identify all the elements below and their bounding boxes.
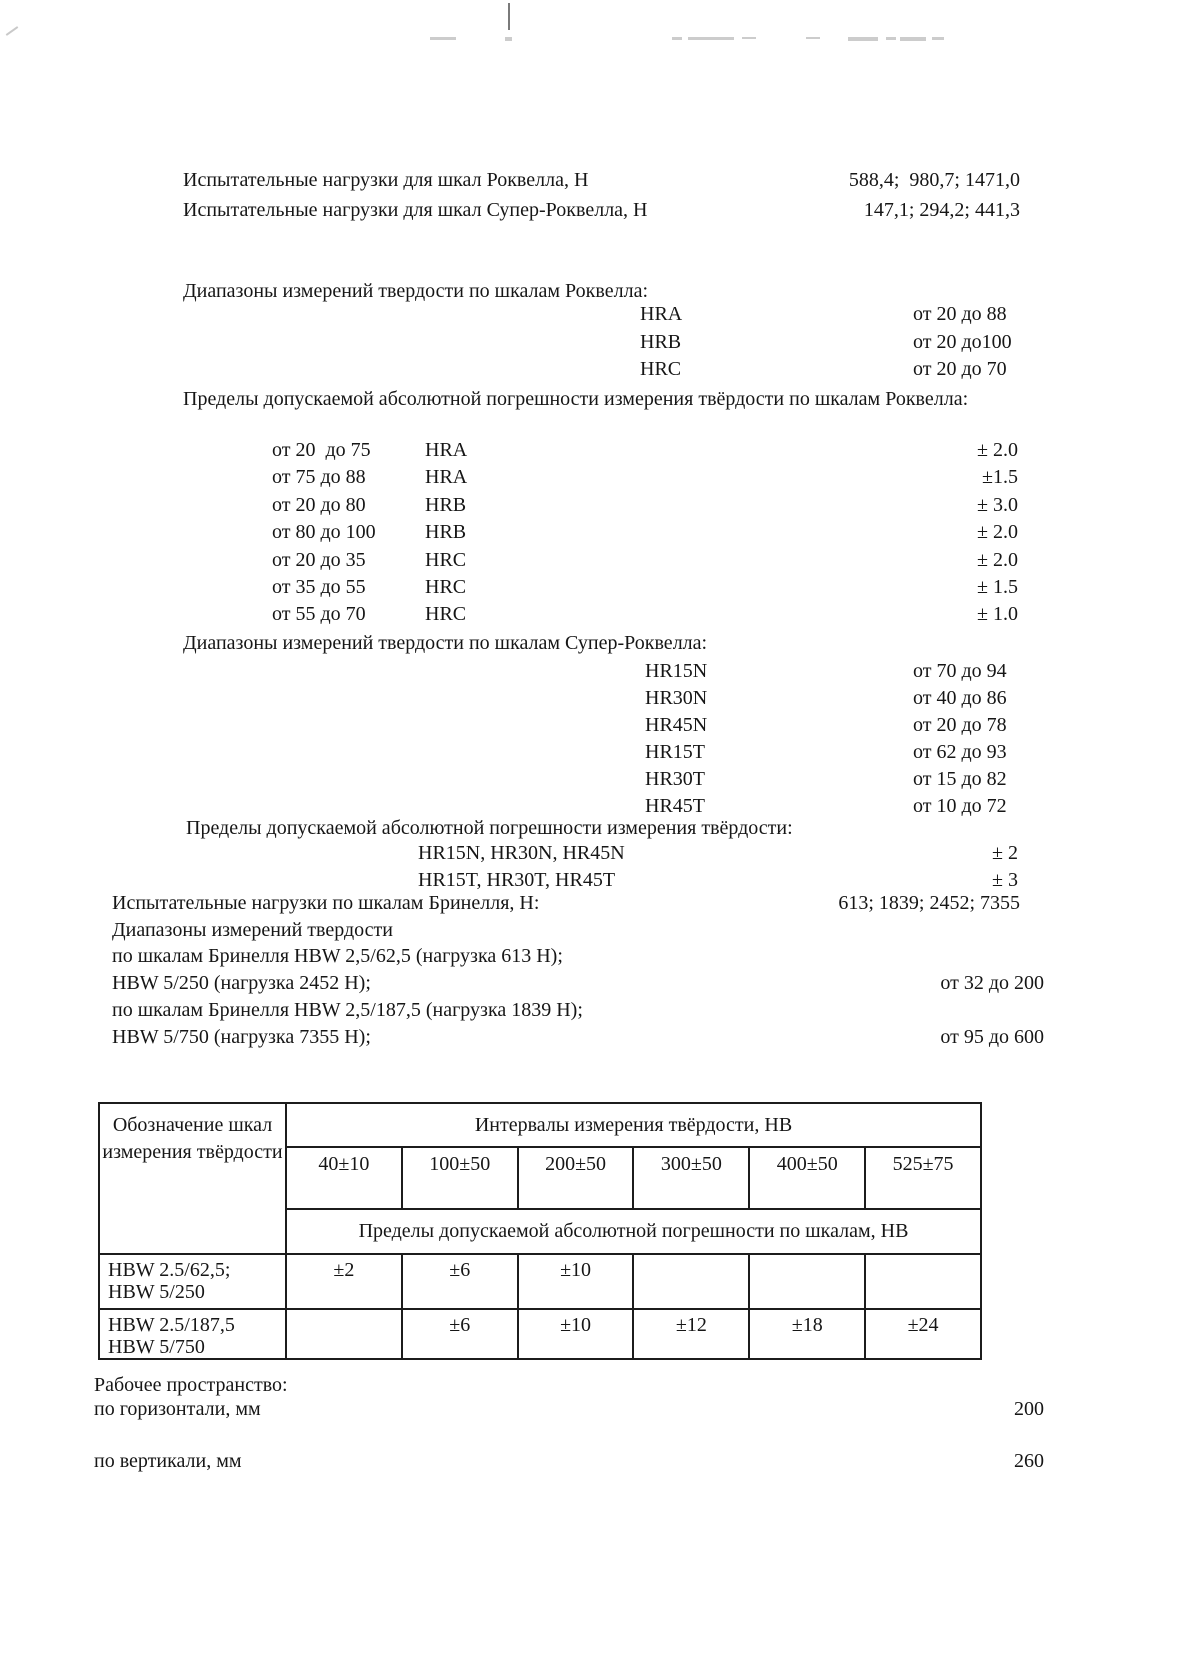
scale-name: HRC xyxy=(425,548,467,571)
range-value: от 15 до 82 xyxy=(913,768,1007,790)
load-row xyxy=(183,195,1020,225)
table-limits-header: Пределы допускаемой абсолютной погрешности по шкалам, НВ xyxy=(286,1209,981,1254)
load-label: Испытательные нагрузки для шкал Супер-Роквелла, Н xyxy=(183,199,648,221)
error-row xyxy=(418,840,1018,867)
limit-cell: ±12 xyxy=(633,1309,749,1359)
brinell-loads-row xyxy=(112,890,1044,917)
range-value: от 20 до 78 xyxy=(913,714,1007,736)
range-value: от 40 до 86 xyxy=(913,687,1007,709)
error-value: ± 2.0 xyxy=(977,521,1018,544)
range-row xyxy=(640,329,1040,357)
limit-cell xyxy=(749,1254,865,1309)
scale-name: HRA xyxy=(425,439,468,461)
brinell-ranges-heading: Диапазоны измерений твердости xyxy=(112,918,393,941)
scale-name: HR15T xyxy=(645,741,705,763)
super-rockwell-ranges-heading: Диапазоны измерений твердости по шкалам Супер-Роквелла: xyxy=(183,632,708,654)
table-intervals-header: Интервалы измерения твёрдости, НВ xyxy=(286,1103,981,1147)
limit-cell: ±2 xyxy=(286,1254,402,1309)
interval-cell: 200±50 xyxy=(518,1147,634,1209)
scale-name: HR45N xyxy=(645,714,708,736)
error-value: ± 2.0 xyxy=(977,439,1018,461)
limit-cell xyxy=(633,1254,749,1309)
range-row xyxy=(645,712,1040,739)
scan-vertical-mark xyxy=(508,3,510,30)
load-value: 588,4; 980,7; 1471,0 xyxy=(848,169,1020,191)
scale-cell xyxy=(99,1254,286,1309)
range-value: от 10 до 72 xyxy=(913,795,1007,817)
range-value: от 20 до 75 xyxy=(272,439,371,461)
interval-cell: 40±10 xyxy=(286,1147,402,1209)
error-value: ± 3.0 xyxy=(977,493,1018,516)
error-value: ± 2.0 xyxy=(977,548,1018,571)
range-value: от 20 до100 xyxy=(913,330,1012,353)
workspace-value: 200 xyxy=(1014,1398,1044,1420)
error-row xyxy=(272,601,1018,628)
brinell-loads-label: Испытательные нагрузки по шкалам Бринелля, Н: xyxy=(112,892,540,914)
error-value: ± 2 xyxy=(992,842,1018,864)
scale-name: HRA xyxy=(425,466,468,489)
scale-line: HBW 2.5/62,5; xyxy=(108,1259,231,1281)
scale-name: HRA xyxy=(640,303,683,325)
brinell-range-value: от 95 до 600 xyxy=(940,1025,1044,1048)
scan-dash xyxy=(688,37,734,40)
super-rockwell-ranges-list xyxy=(645,658,1040,820)
limit-cell xyxy=(286,1309,402,1359)
workspace-row xyxy=(94,1450,1044,1473)
scan-dash xyxy=(672,37,682,40)
workspace-row xyxy=(94,1398,1044,1421)
brinell-scale-line: по шкалам Бринелля HBW 2,5/62,5 (нагрузка 613 Н); xyxy=(112,945,563,968)
scale-name: HRB xyxy=(425,493,467,516)
scale-line: HBW 2.5/187,5 xyxy=(108,1314,235,1336)
error-row xyxy=(272,547,1018,574)
range-value: от 20 до 88 xyxy=(913,303,1007,325)
range-value: от 80 до 100 xyxy=(272,521,376,544)
scan-dash xyxy=(505,37,512,41)
scan-dash xyxy=(886,37,896,40)
error-row xyxy=(272,437,1018,464)
workspace-heading: Рабочее пространство: xyxy=(94,1374,288,1396)
range-value: от 55 до 70 xyxy=(272,603,366,626)
table-col1-header: Обозначение шкал измерения твёрдости xyxy=(99,1103,286,1254)
scale-name: HR15N xyxy=(645,660,708,682)
scale-name: HRC xyxy=(425,576,467,599)
error-row xyxy=(272,574,1018,601)
scan-dash xyxy=(742,37,756,39)
scale-name: HRC xyxy=(640,358,682,380)
range-value: от 20 до 35 xyxy=(272,548,366,571)
rockwell-errors-list xyxy=(272,437,1018,629)
scan-dash xyxy=(848,37,878,41)
scan-dash xyxy=(932,37,944,40)
scan-dash xyxy=(430,37,456,40)
error-value: ± 3 xyxy=(992,869,1018,891)
error-value: ± 1.5 xyxy=(977,576,1018,599)
scan-dash xyxy=(806,37,820,39)
range-value: от 70 до 94 xyxy=(913,660,1007,682)
scan-corner-mark xyxy=(6,26,19,36)
range-value: от 20 до 70 xyxy=(913,358,1007,380)
scales-group: HR15N, HR30N, HR45N xyxy=(418,842,625,864)
scale-name: HRB xyxy=(640,330,682,353)
workspace-label: по вертикали, мм xyxy=(94,1450,242,1472)
limit-cell: ±24 xyxy=(865,1309,981,1359)
workspace-value: 260 xyxy=(1014,1450,1044,1472)
brinell-scale-line: HBW 5/750 (нагрузка 7355 Н); xyxy=(112,1025,371,1048)
error-row xyxy=(272,492,1018,519)
scale-line: HBW 5/250 xyxy=(108,1281,205,1303)
load-value: 147,1; 294,2; 441,3 xyxy=(863,199,1020,221)
load-label: Испытательные нагрузки для шкал Роквелла, Н xyxy=(183,169,589,191)
range-row xyxy=(645,766,1040,793)
scale-name: HR30N xyxy=(645,687,708,709)
limit-cell: ±6 xyxy=(402,1309,518,1359)
scale-name: HR30T xyxy=(645,768,705,790)
rockwell-ranges-heading: Диапазоны измерений твердости по шкалам Роквелла: xyxy=(183,280,648,302)
table-row xyxy=(99,1309,981,1359)
interval-cell: 100±50 xyxy=(402,1147,518,1209)
limit-cell: ±10 xyxy=(518,1309,634,1359)
scales-group: HR15T, HR30T, HR45T xyxy=(418,869,616,891)
error-row xyxy=(272,519,1018,546)
range-value: от 20 до 80 xyxy=(272,493,366,516)
range-value: от 62 до 93 xyxy=(913,741,1007,763)
super-rockwell-errors-list xyxy=(418,840,1018,894)
rockwell-errors-heading: Пределы допускаемой абсолютной погрешности измерения твёрдости по шкалам Роквелла: xyxy=(183,388,969,410)
test-loads-section xyxy=(183,165,1020,225)
brinell-loads-value: 613; 1839; 2452; 7355 xyxy=(838,892,1020,914)
brinell-scale-row xyxy=(112,1024,1044,1051)
interval-cell: 300±50 xyxy=(633,1147,749,1209)
interval-cell: 525±75 xyxy=(865,1147,981,1209)
range-row xyxy=(640,356,1040,384)
scale-name: HR45T xyxy=(645,795,705,817)
scale-name: HRC xyxy=(425,603,467,626)
brinell-scale-row xyxy=(112,970,1044,997)
range-value: от 75 до 88 xyxy=(272,466,366,489)
workspace-label: по горизонтали, мм xyxy=(94,1398,261,1420)
brinell-limits-table xyxy=(98,1102,982,1360)
interval-cell: 400±50 xyxy=(749,1147,865,1209)
limit-cell xyxy=(865,1254,981,1309)
load-row xyxy=(183,165,1020,195)
super-rockwell-errors-heading: Пределы допускаемой абсолютной погрешности измерения твёрдости: xyxy=(186,817,793,839)
limit-cell: ±6 xyxy=(402,1254,518,1309)
scale-line: HBW 5/750 xyxy=(108,1336,205,1358)
scale-name: HRB xyxy=(425,521,467,544)
scan-dash xyxy=(900,37,926,41)
brinell-range-value: от 32 до 200 xyxy=(940,972,1044,995)
rockwell-ranges-list xyxy=(640,301,1040,384)
brinell-section xyxy=(112,890,1044,1050)
error-value: ±1.5 xyxy=(982,466,1018,489)
limit-cell: ±10 xyxy=(518,1254,634,1309)
error-value: ± 1.0 xyxy=(977,603,1018,626)
limit-cell: ±18 xyxy=(749,1309,865,1359)
range-row xyxy=(645,685,1040,712)
error-row xyxy=(272,464,1018,491)
range-row xyxy=(645,739,1040,766)
table-row xyxy=(99,1254,981,1309)
range-row xyxy=(645,658,1040,685)
scale-cell xyxy=(99,1309,286,1359)
range-row xyxy=(640,301,1040,329)
brinell-scale-line: по шкалам Бринелля HBW 2,5/187,5 (нагрузка 1839 Н); xyxy=(112,998,583,1021)
brinell-scale-line: HBW 5/250 (нагрузка 2452 Н); xyxy=(112,972,371,995)
range-value: от 35 до 55 xyxy=(272,576,366,599)
